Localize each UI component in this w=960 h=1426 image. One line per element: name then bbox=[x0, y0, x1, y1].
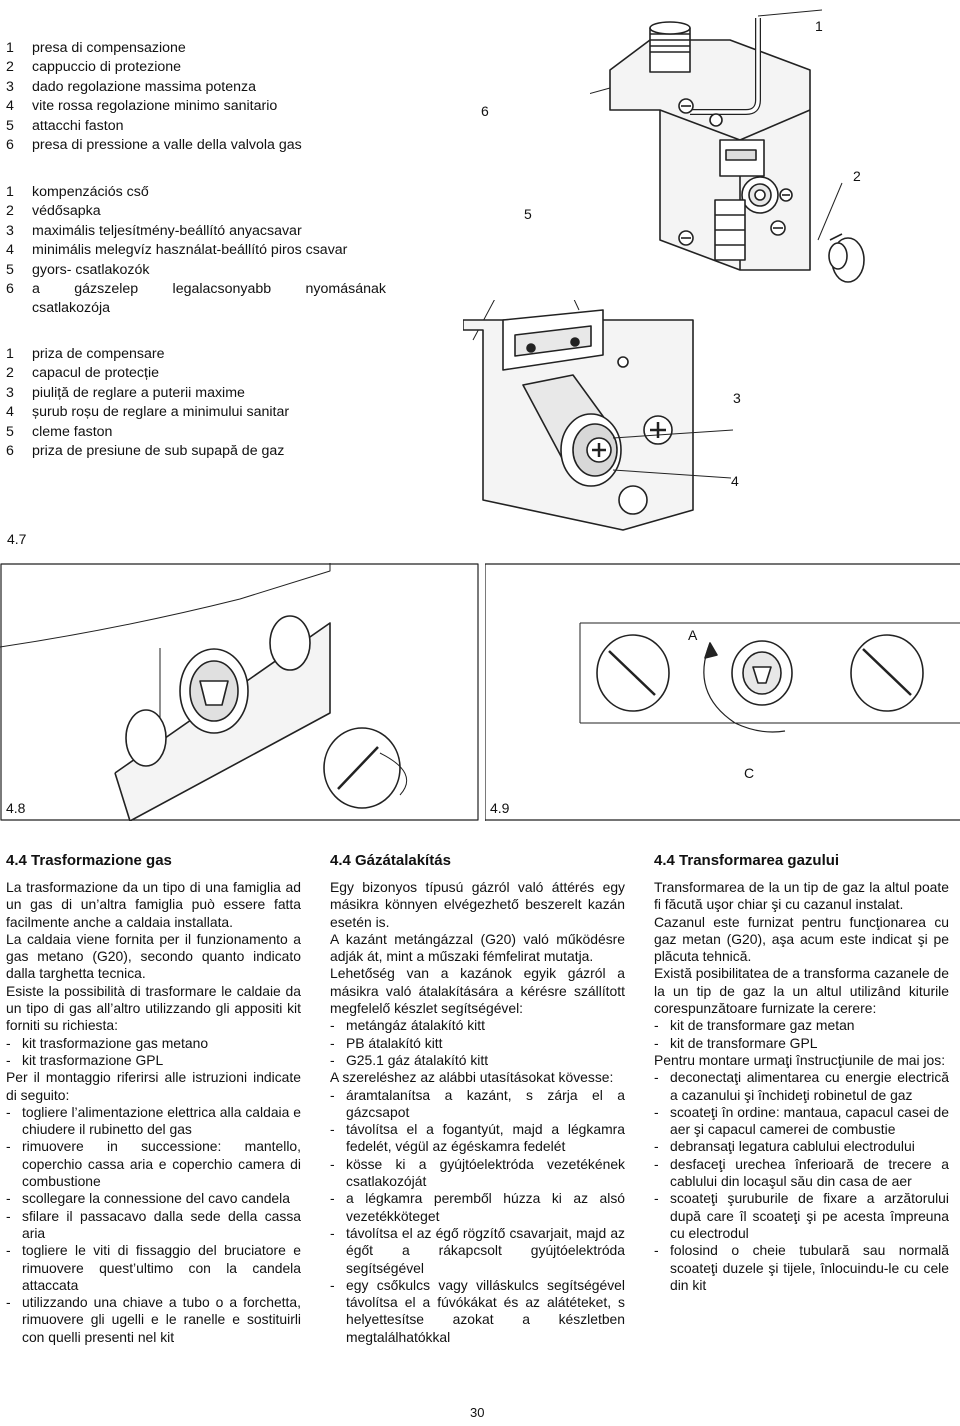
legend-italian bbox=[6, 39, 376, 155]
legend-number: 4 bbox=[6, 404, 14, 421]
list-dash: - bbox=[330, 1224, 335, 1241]
list-item-text: kit trasformazione GPL bbox=[22, 1051, 164, 1068]
list-item-text: kit de transformare GPL bbox=[670, 1034, 818, 1051]
list-dash: - bbox=[654, 1155, 659, 1172]
page-number: 30 bbox=[470, 1405, 485, 1420]
legend-item bbox=[6, 384, 386, 403]
legend-hungarian bbox=[6, 183, 386, 319]
list-item-text: a légkamra peremből húzza ki az alsó vezetékköteget bbox=[346, 1190, 625, 1224]
legend-item bbox=[6, 136, 376, 155]
list-item-text: utilizzando una chiave a tubo o a forchetta, rimuovere gli ugelli e le ranelle e sostituirli con quelli presenti nel kit bbox=[22, 1294, 301, 1345]
paragraph: La trasformazione da un tipo di una famiglia ad un gas di un’altra famiglia può essere fatta facilmente anche a caldaia installata. bbox=[6, 879, 301, 930]
burner-access-illustration bbox=[485, 563, 960, 821]
list-item-text: folosind o cheie tubulară sau normală scoateţi duzele şi tijele, înlocuindu-le cu cele din kit bbox=[670, 1242, 949, 1293]
legend-text: șurub roșu de reglare a minimului sanitar bbox=[32, 404, 290, 421]
legend-text: csatlakozója bbox=[32, 300, 111, 317]
callout-c: C bbox=[744, 765, 755, 781]
legend-text: védősapka bbox=[32, 203, 101, 220]
list-dash: - bbox=[6, 1034, 11, 1051]
list-item bbox=[6, 1190, 301, 1207]
list-dash: - bbox=[654, 1017, 659, 1034]
list-dash: - bbox=[6, 1242, 11, 1259]
list-item-text: deconectaţi alimentarea cu energie electrică a cazanului şi închideţi robinetul de gaz bbox=[670, 1069, 949, 1103]
legend-item bbox=[6, 345, 386, 364]
legend-text: kompenzációs cső bbox=[32, 184, 149, 200]
callout-4: 4 bbox=[731, 473, 739, 489]
list-item bbox=[6, 1294, 301, 1346]
legend-number: 6 bbox=[6, 443, 14, 460]
legend-number: 3 bbox=[6, 384, 14, 401]
legend-item bbox=[6, 241, 386, 260]
list-item-text: kit trasformazione gas metano bbox=[22, 1034, 209, 1051]
legend-text: priza de compensare bbox=[32, 346, 165, 362]
paragraph: A kazánt metángázzal (G20) való működésre adják át, mint a műszaki fémfelirat mutatja. bbox=[330, 930, 625, 965]
legend-item bbox=[6, 442, 386, 461]
step-list bbox=[6, 1104, 301, 1346]
legend-number: 3 bbox=[6, 222, 14, 239]
legend-text: dado regolazione massima potenza bbox=[32, 78, 256, 95]
list-item-text: egy csőkulcs vagy villáskulcs segítségével távolítsa el a fúvókákat és az alátéteket, s helyettesítse azokat a készletben megtalálhatókkal bbox=[346, 1276, 625, 1345]
callout-5: 5 bbox=[524, 206, 532, 222]
legend-number: 4 bbox=[6, 98, 14, 115]
legend-text: maximális teljesítmény-beállító anyacsavar bbox=[32, 222, 302, 239]
legend-number: 5 bbox=[6, 423, 14, 440]
legend-number: 5 bbox=[6, 117, 14, 134]
column-romanian bbox=[654, 852, 949, 1294]
section-heading: 4.4 Transformarea gazului bbox=[654, 852, 840, 869]
callout-a: A bbox=[688, 627, 698, 643]
paragraph: Transformarea de la un tip de gaz la altul poate fi făcută uşor chiar şi cu cazanul instalat. bbox=[654, 879, 949, 913]
gas-valve-illustration bbox=[590, 0, 960, 300]
list-item bbox=[654, 1190, 949, 1242]
legend-number: 3 bbox=[6, 78, 14, 95]
list-dash: - bbox=[654, 1069, 659, 1086]
list-item bbox=[6, 1052, 301, 1069]
callout-3: 3 bbox=[733, 390, 741, 406]
kit-list bbox=[6, 1035, 301, 1070]
paragraph: Cazanul este furnizat pentru funcţionarea cu gaz metan (G20), aşa acum este indicat şi pe plăcuta tehnică. bbox=[654, 913, 949, 965]
legend-item bbox=[6, 299, 386, 318]
list-item bbox=[6, 1035, 301, 1052]
list-dash: - bbox=[330, 1155, 335, 1172]
step-list bbox=[654, 1069, 949, 1294]
list-item-text: togliere le viti di fissaggio del bruciatore e rimuovere quest’ultimo con la candela attaccata bbox=[22, 1242, 301, 1293]
legend-number bbox=[6, 299, 32, 318]
list-item-text: desfaceţi urechea înferioară de trecere a cablului din locaşul său din casa de aer bbox=[670, 1155, 949, 1190]
list-item-text: scollegare la connessione del cavo candela bbox=[22, 1190, 290, 1207]
list-dash: - bbox=[654, 1138, 659, 1155]
list-item bbox=[6, 1242, 301, 1294]
list-dash: - bbox=[330, 1121, 335, 1138]
legend-item bbox=[6, 222, 386, 241]
list-item-text: távolítsa el az égő rögzítő csavarjait, majd az égőt a rákapcsolt gyújtóelektróda segítségével bbox=[346, 1224, 625, 1276]
legend-number: 1 bbox=[6, 346, 14, 362]
section-heading: 4.4 Gázátalakítás bbox=[330, 852, 451, 869]
list-dash: - bbox=[330, 1034, 335, 1051]
legend-number: 2 bbox=[6, 203, 14, 220]
legend-item bbox=[6, 403, 386, 422]
legend-item bbox=[6, 97, 376, 116]
list-dash: - bbox=[654, 1034, 659, 1051]
list-item-text: debransaţi legatura cablului electrodului bbox=[670, 1138, 915, 1155]
list-item bbox=[654, 1069, 949, 1104]
list-item-text: sfilare il passacavo dalla sede della cassa aria bbox=[22, 1207, 301, 1241]
list-item-text: scoateţi în ordine: mantaua, capacul casei de aer şi capacul camerei de combustie bbox=[670, 1103, 949, 1138]
list-item bbox=[6, 1104, 301, 1139]
legend-romanian bbox=[6, 345, 386, 461]
paragraph: Pentru montare urmaţi înstrucţiunile de mai jos: bbox=[654, 1051, 946, 1068]
list-dash: - bbox=[330, 1276, 335, 1293]
list-item bbox=[6, 1138, 301, 1190]
figure-label-4-9: 4.9 bbox=[490, 800, 510, 816]
legend-text: attacchi faston bbox=[32, 117, 124, 134]
list-item bbox=[330, 1190, 625, 1225]
legend-item bbox=[6, 423, 386, 442]
list-item bbox=[330, 1121, 625, 1156]
list-item-text: PB átalakító kitt bbox=[346, 1034, 443, 1051]
legend-item bbox=[6, 280, 386, 299]
legend-text: piuliță de reglare a puterii maxime bbox=[32, 384, 245, 401]
list-item bbox=[330, 1035, 625, 1052]
burner-panel-illustration bbox=[0, 563, 479, 821]
list-dash: - bbox=[330, 1190, 335, 1207]
kit-list bbox=[330, 1017, 625, 1069]
paragraph: Lehetőség van a kazánok egyik gázról a másikra való átalakítására a kérésre szállított megfelelő készlet segítségével: bbox=[330, 965, 625, 1017]
list-item-text: távolítsa el a fogantyút, majd a légkamra fedelét, végül az égéskamra fedelét bbox=[346, 1121, 625, 1155]
legend-text: presa di compensazione bbox=[32, 40, 186, 56]
legend-text: vite rossa regolazione minimo sanitario bbox=[32, 98, 278, 115]
list-item bbox=[330, 1156, 625, 1191]
figure-label-4-7: 4.7 bbox=[7, 531, 27, 547]
list-item bbox=[330, 1017, 625, 1034]
step-list bbox=[330, 1087, 625, 1346]
list-dash: - bbox=[330, 1051, 335, 1068]
list-dash: - bbox=[6, 1051, 11, 1068]
callout-1: 1 bbox=[815, 18, 823, 34]
kit-list bbox=[654, 1017, 949, 1052]
list-item-text: scoateţi şuruburile de fixare a arzătorului după care îl scoateţi şi pe acesta împreuna cu electrodul bbox=[670, 1190, 949, 1241]
legend-text: minimális melegvíz használat-beállító piros csavar bbox=[32, 242, 348, 259]
legend-number: 2 bbox=[6, 59, 14, 76]
list-item bbox=[330, 1052, 625, 1069]
legend-item bbox=[6, 117, 376, 136]
list-item bbox=[6, 1208, 301, 1243]
legend-text: cleme faston bbox=[32, 423, 113, 440]
list-item-text: kit de transformare gaz metan bbox=[670, 1017, 855, 1034]
legend-item bbox=[6, 364, 386, 383]
legend-number: 6 bbox=[6, 281, 14, 298]
paragraph: Esiste la possibilità di trasformare le caldaie da un tipo di gas all’altro utilizzando gli appositi kit forniti su richiesta: bbox=[6, 982, 301, 1034]
legend-number: 4 bbox=[6, 242, 14, 259]
list-item bbox=[654, 1156, 949, 1191]
legend-number: 1 bbox=[6, 40, 14, 56]
legend-text: capacul de protecție bbox=[32, 365, 159, 382]
list-item bbox=[654, 1138, 949, 1155]
column-hungarian bbox=[330, 852, 625, 1346]
legend-number: 1 bbox=[6, 184, 14, 200]
list-item-text: togliere l’alimentazione elettrica alla caldaia e chiudere il rubinetto del gas bbox=[22, 1103, 301, 1138]
list-dash: - bbox=[654, 1190, 659, 1207]
legend-text: priza de presiune de sub supapă de gaz bbox=[32, 443, 285, 460]
legend-item bbox=[6, 39, 376, 58]
list-item-text: G25.1 gáz átalakító kitt bbox=[346, 1051, 489, 1068]
column-italian bbox=[6, 852, 301, 1346]
legend-text: cappuccio di protezione bbox=[32, 59, 182, 76]
list-item-text: áramtalanítsa a kazánt, s zárja el a gázcsapot bbox=[346, 1086, 625, 1120]
list-item bbox=[654, 1242, 949, 1294]
list-item bbox=[654, 1104, 949, 1139]
list-item bbox=[330, 1087, 625, 1122]
legend-item bbox=[6, 78, 376, 97]
regulator-detail-illustration bbox=[463, 300, 960, 540]
list-item bbox=[654, 1035, 949, 1052]
legend-item bbox=[6, 183, 386, 202]
callout-6: 6 bbox=[481, 103, 489, 119]
legend-item bbox=[6, 261, 386, 280]
legend-number: 2 bbox=[6, 365, 14, 382]
list-item-text: kösse ki a gyújtóelektróda vezetékének csatlakozóját bbox=[346, 1155, 625, 1190]
list-dash: - bbox=[330, 1086, 335, 1103]
section-heading: 4.4 Trasformazione gas bbox=[6, 852, 172, 869]
legend-item bbox=[6, 58, 376, 77]
list-dash: - bbox=[6, 1138, 11, 1155]
list-dash: - bbox=[330, 1017, 335, 1034]
list-item bbox=[330, 1277, 625, 1346]
legend-text: presa di pressione a valle della valvola gas bbox=[32, 137, 302, 154]
legend-item bbox=[6, 202, 386, 221]
legend-number: 6 bbox=[6, 137, 14, 154]
list-dash: - bbox=[6, 1294, 11, 1311]
paragraph: La caldaia viene fornita per il funzionamento a gas metano (G20), secondo quanto indicato dalla targhetta tecnica. bbox=[6, 930, 301, 982]
list-item bbox=[330, 1225, 625, 1277]
callout-2: 2 bbox=[853, 168, 861, 184]
list-dash: - bbox=[654, 1242, 659, 1259]
paragraph: Egy bizonyos típusú gázról való áttérés egy másikra könnyen elvégezhető beszerelt kazán esetén is. bbox=[330, 879, 625, 930]
figure-label-4-8: 4.8 bbox=[6, 800, 26, 816]
list-dash: - bbox=[6, 1103, 11, 1120]
list-dash: - bbox=[6, 1190, 11, 1207]
list-item bbox=[654, 1017, 949, 1034]
legend-text: gyors- csatlakozók bbox=[32, 261, 150, 278]
paragraph: Per il montaggio riferirsi alle istruzioni indicate di seguito: bbox=[6, 1069, 301, 1103]
list-item-text: rimuovere in successione: mantello, coperchio cassa aria e coperchio camera di combustione bbox=[22, 1138, 301, 1190]
legend-text: a gázszelep legalacsonyabb nyomásának bbox=[32, 281, 386, 298]
paragraph: Există posibilitatea de a transforma cazanele de la un tip de gaz la un altul utilizând kiturile corespunzătoare furnizate la cerere: bbox=[654, 965, 949, 1017]
paragraph: A szereléshez az alábbi utasításokat kövesse: bbox=[330, 1069, 614, 1086]
list-dash: - bbox=[6, 1207, 11, 1224]
list-item-text: metángáz átalakító kitt bbox=[346, 1017, 485, 1034]
legend-number: 5 bbox=[6, 261, 14, 278]
list-dash: - bbox=[654, 1103, 659, 1120]
